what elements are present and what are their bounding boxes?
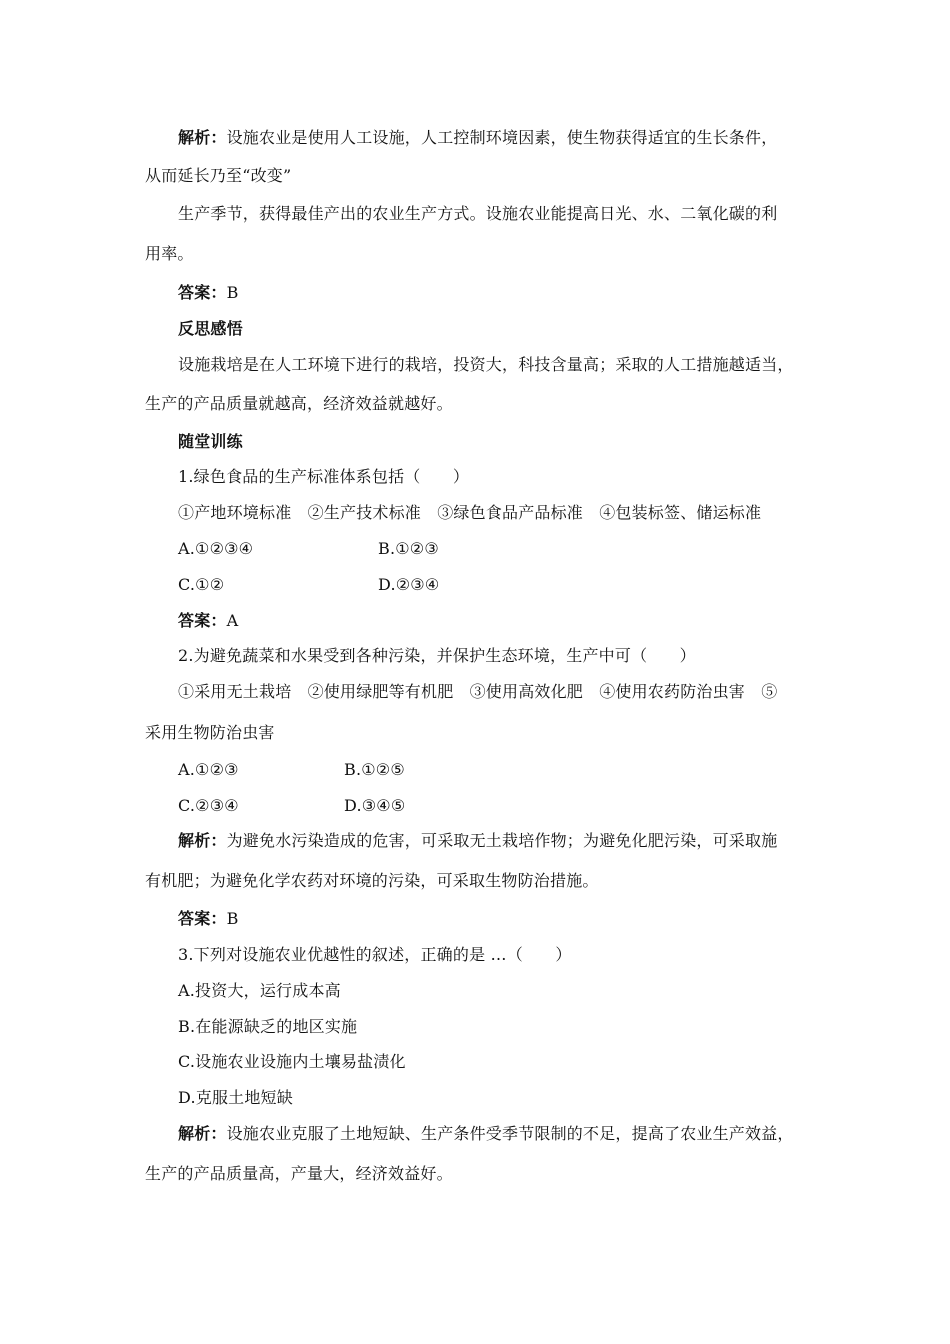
question-2-items-line-2: 采用生物防治虫害 xyxy=(145,723,275,742)
analysis-text: 为避免水污染造成的危害，可采取无土栽培作物；为避免化肥污染，可采取施 xyxy=(226,831,778,850)
question-1-option-b: B.①②③ xyxy=(378,539,439,558)
question-2-option-b: B.①②⑤ xyxy=(344,760,405,779)
analysis-1-line-2: 从而延长乃至“改变” xyxy=(145,166,292,185)
analysis-2-line-1 xyxy=(178,831,777,851)
question-3-option-a: A.投资大，运行成本高 xyxy=(178,981,341,1000)
analysis-3-line-2: 生产的产品质量高，产量大，经济效益好。 xyxy=(145,1164,453,1183)
practice-heading: 随堂训练 xyxy=(178,432,243,451)
analysis-label: 解析： xyxy=(178,831,227,850)
reflection-line-1: 设施栽培是在人工环境下进行的栽培，投资大，科技含量高；采取的人工措施越适当， xyxy=(178,355,794,374)
answer-value: B xyxy=(226,283,239,302)
analysis-3-line-1 xyxy=(178,1124,794,1144)
question-3-option-d: D.克服土地短缺 xyxy=(178,1088,293,1107)
question-3-option-c: C.设施农业设施内土壤易盐渍化 xyxy=(178,1052,406,1071)
answer-1 xyxy=(178,283,239,303)
answer-value: A xyxy=(226,611,239,630)
answer-label: 答案： xyxy=(178,611,227,630)
analysis-text: 设施农业克服了土地短缺、生产条件受季节限制的不足，提高了农业生产效益， xyxy=(226,1124,794,1143)
question-3-stem: 3.下列对设施农业优越性的叙述，正确的是 …（ ） xyxy=(178,945,572,964)
analysis-1-line-1 xyxy=(178,128,777,148)
question-1-option-a: A.①②③④ xyxy=(178,539,254,558)
answer-label: 答案： xyxy=(178,283,227,302)
answer-2 xyxy=(178,611,238,631)
reflection-heading: 反思感悟 xyxy=(178,319,243,338)
question-2-option-c: C.②③④ xyxy=(178,796,239,815)
question-2-items-line-1: ①采用无土栽培 ②使用绿肥等有机肥 ③使用高效化肥 ④使用农药防治虫害 ⑤ xyxy=(178,682,778,701)
question-1-items: ①产地环境标准 ②生产技术标准 ③绿色食品产品标准 ④包装标签、储运标准 xyxy=(178,503,762,522)
question-2-stem: 2.为避免蔬菜和水果受到各种污染，并保护生态环境，生产中可（ ） xyxy=(178,646,696,665)
answer-3 xyxy=(178,909,239,929)
question-2-option-d: D.③④⑤ xyxy=(344,796,406,815)
analysis-label: 解析： xyxy=(178,1124,227,1143)
analysis-1-line-3: 生产季节，获得最佳产出的农业生产方式。设施农业能提高日光、水、二氧化碳的利 xyxy=(178,204,778,223)
answer-label: 答案： xyxy=(178,909,227,928)
question-1-stem: 1.绿色食品的生产标准体系包括（ ） xyxy=(178,467,470,486)
question-2-option-a: A.①②③ xyxy=(178,760,239,779)
analysis-label: 解析： xyxy=(178,128,227,147)
reflection-line-2: 生产的产品质量就越高，经济效益就越好。 xyxy=(145,394,453,413)
question-1-option-d: D.②③④ xyxy=(378,575,440,594)
answer-value: B xyxy=(226,909,239,928)
analysis-2-line-2: 有机肥；为避免化学农药对环境的污染，可采取生物防治措施。 xyxy=(145,871,599,890)
question-1-option-c: C.①② xyxy=(178,575,225,594)
analysis-text: 设施农业是使用人工设施，人工控制环境因素，使生物获得适宜的生长条件， xyxy=(226,128,778,147)
question-3-option-b: B.在能源缺乏的地区实施 xyxy=(178,1017,358,1036)
analysis-1-line-4: 用率。 xyxy=(145,244,194,263)
